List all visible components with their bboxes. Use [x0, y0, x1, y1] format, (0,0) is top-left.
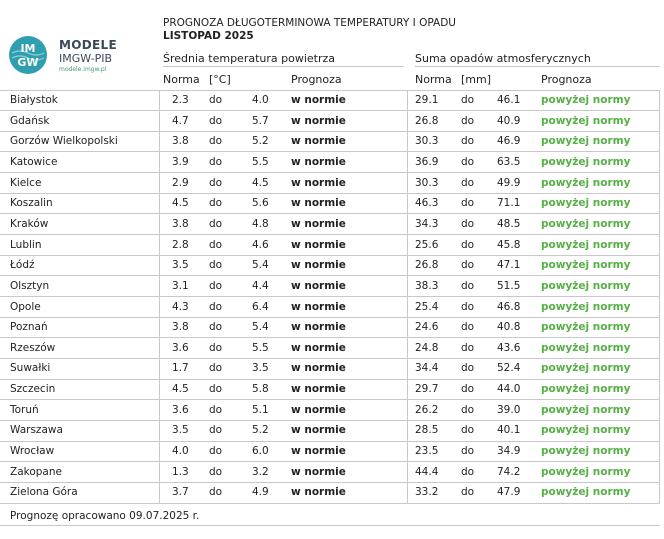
precip-range-sep: do: [461, 238, 475, 251]
temp-range-sep: do: [209, 94, 223, 106]
temp-range-sep: do: [209, 114, 223, 127]
city-name: Lublin: [10, 238, 42, 251]
temp-range-sep: do: [209, 176, 223, 189]
temp-norm-min: 3.6: [172, 341, 189, 354]
temp-range-sep: do: [209, 135, 223, 148]
city-name: Toruń: [10, 403, 39, 416]
table-row: [0, 193, 664, 214]
precip-norm-max: 49.9: [497, 176, 521, 189]
temp-group-divider: [163, 66, 404, 67]
precip-norm-max: 47.1: [497, 259, 521, 272]
city-name: Gorzów Wielkopolski: [10, 135, 118, 148]
precip-range-sep: do: [461, 465, 475, 478]
temp-norm-max: 5.2: [252, 135, 269, 148]
precip-norm-min: 29.1: [415, 94, 439, 106]
precip-forecast: powyżej normy: [541, 300, 631, 313]
temp-range-sep: do: [209, 424, 223, 437]
badge-line-1: IM: [20, 42, 36, 55]
precip-range-sep: do: [461, 279, 475, 292]
precip-norm-min: 25.4: [415, 300, 439, 313]
precip-norm-max: 39.0: [497, 403, 521, 416]
city-name: Olsztyn: [10, 279, 50, 292]
city-name: Koszalin: [10, 197, 53, 210]
precip-norm-min: 29.7: [415, 383, 439, 396]
table-row: [0, 90, 664, 111]
temp-norm-max: 4.4: [252, 279, 269, 292]
table-row: [0, 482, 664, 503]
precip-range-sep: do: [461, 341, 475, 354]
precip-range-sep: do: [461, 383, 475, 396]
temp-norm-max: 4.0: [252, 94, 269, 106]
temp-range-sep: do: [209, 197, 223, 210]
precip-forecast: powyżej normy: [541, 197, 631, 210]
temp-norm-min: 4.0: [172, 445, 189, 458]
precip-norm-max: 46.8: [497, 300, 521, 313]
temp-forecast: w normie: [291, 217, 346, 230]
temp-norm-max: 5.8: [252, 383, 269, 396]
precip-range-sep: do: [461, 362, 475, 375]
precip-norm-max: 48.5: [497, 217, 521, 230]
temp-norm-max: 4.5: [252, 176, 269, 189]
forecast-date-note: Prognozę opracowano 09.07.2025 r.: [10, 510, 200, 522]
temp-norm-max: 3.5: [252, 362, 269, 375]
precip-norm-max: 74.2: [497, 465, 521, 478]
temp-forecast: w normie: [291, 362, 346, 375]
precip-norm-min: 25.6: [415, 238, 439, 251]
temp-norm-max: 3.2: [252, 465, 269, 478]
precip-norm-max: 52.4: [497, 362, 521, 375]
precip-norm-min: 26.8: [415, 259, 439, 272]
temp-norm-min: 4.5: [172, 197, 189, 210]
precip-norm-min: 26.2: [415, 403, 439, 416]
temp-norm-min: 3.7: [172, 486, 189, 499]
precip-forecast: powyżej normy: [541, 403, 631, 416]
precip-range-sep: do: [461, 94, 475, 106]
imgw-badge-icon: [8, 35, 48, 75]
table-row: [0, 131, 664, 152]
city-name: Suwałki: [10, 362, 51, 375]
temp-norm-max: 5.7: [252, 114, 269, 127]
precip-range-sep: do: [461, 155, 475, 168]
temp-forecast: w normie: [291, 94, 346, 106]
city-name: Poznań: [10, 321, 48, 334]
forecast-period: LISTOPAD 2025: [163, 30, 254, 42]
temp-norm-min: 2.9: [172, 176, 189, 189]
precip-norm-min: 24.6: [415, 321, 439, 334]
precip-norm-max: 40.8: [497, 321, 521, 334]
temp-norm-max: 4.9: [252, 486, 269, 499]
temp-range-sep: do: [209, 383, 223, 396]
table-row: [0, 400, 664, 421]
precip-forecast: powyżej normy: [541, 238, 631, 251]
temp-norm-max: 5.4: [252, 259, 269, 272]
precip-range-sep: do: [461, 176, 475, 189]
precip-norm-max: 43.6: [497, 341, 521, 354]
temp-norm-min: 2.3: [172, 94, 189, 106]
temp-forecast: w normie: [291, 383, 346, 396]
table-row: [0, 317, 664, 338]
precip-norm-min: 24.8: [415, 341, 439, 354]
temp-range-sep: do: [209, 217, 223, 230]
precip-range-sep: do: [461, 424, 475, 437]
temp-forecast: w normie: [291, 486, 346, 499]
temp-norm-min: 4.3: [172, 300, 189, 313]
temp-range-sep: do: [209, 259, 223, 272]
precip-norm-max: 63.5: [497, 155, 521, 168]
precip-norma-header: Norma: [415, 73, 452, 86]
row-separator: [0, 503, 660, 504]
table-row: [0, 462, 664, 483]
precip-norm-min: 46.3: [415, 197, 439, 210]
precip-norm-max: 40.9: [497, 114, 521, 127]
precip-group-divider: [415, 66, 660, 67]
temp-norm-max: 6.4: [252, 300, 269, 313]
table-row: [0, 276, 664, 297]
precip-forecast: powyżej normy: [541, 321, 631, 334]
temp-norm-max: 4.6: [252, 238, 269, 251]
table-row: [0, 420, 664, 441]
table-row: [0, 173, 664, 194]
temp-norm-max: 5.6: [252, 197, 269, 210]
page-title: PROGNOZA DŁUGOTERMINOWA TEMPERATURY I OPADU: [163, 17, 456, 29]
precip-norm-max: 71.1: [497, 197, 521, 210]
city-name: Warszawa: [10, 424, 63, 437]
temp-norm-min: 1.7: [172, 362, 189, 375]
precip-range-sep: do: [461, 135, 475, 148]
table-row: [0, 111, 664, 132]
precip-norm-max: 47.9: [497, 486, 521, 499]
precip-norm-max: 46.1: [497, 94, 521, 106]
temp-norm-max: 5.5: [252, 341, 269, 354]
temp-norm-min: 3.1: [172, 279, 189, 292]
table-row: [0, 214, 664, 235]
temp-norm-min: 2.8: [172, 238, 189, 251]
precip-norm-min: 30.3: [415, 176, 439, 189]
table-row: [0, 235, 664, 256]
city-name: Łódź: [10, 259, 35, 272]
precip-range-sep: do: [461, 486, 475, 499]
temp-forecast: w normie: [291, 238, 346, 251]
temp-norm-max: 5.4: [252, 321, 269, 334]
precip-norm-min: 30.3: [415, 135, 439, 148]
precip-range-sep: do: [461, 445, 475, 458]
precip-range-sep: do: [461, 197, 475, 210]
precip-forecast: powyżej normy: [541, 279, 631, 292]
precip-norm-min: 38.3: [415, 279, 439, 292]
imgw-logo: [8, 34, 138, 78]
precip-forecast: powyżej normy: [541, 94, 631, 106]
temp-forecast: w normie: [291, 465, 346, 478]
logo-subtitle: IMGW-PIB: [59, 52, 113, 65]
temp-norm-min: 4.7: [172, 114, 189, 127]
precip-forecast: powyżej normy: [541, 114, 631, 127]
precip-group-header: Suma opadów atmosferycznych: [415, 52, 591, 65]
precip-forecast: powyżej normy: [541, 155, 631, 168]
temp-range-sep: do: [209, 155, 223, 168]
precip-forecast: powyżej normy: [541, 424, 631, 437]
table-row: [0, 441, 664, 462]
temp-prognoza-header: Prognoza: [291, 73, 342, 86]
precip-norm-max: 40.1: [497, 424, 521, 437]
temp-norm-max: 6.0: [252, 445, 269, 458]
precip-norm-min: 26.8: [415, 114, 439, 127]
precip-norm-max: 45.8: [497, 238, 521, 251]
badge-line-2: GW: [17, 56, 39, 69]
precip-forecast: powyżej normy: [541, 445, 631, 458]
precip-forecast: powyżej normy: [541, 341, 631, 354]
temp-range-sep: do: [209, 341, 223, 354]
logo-title: MODELE: [59, 38, 117, 52]
precip-norm-min: 34.4: [415, 362, 439, 375]
precip-norm-min: 23.5: [415, 445, 439, 458]
temp-range-sep: do: [209, 465, 223, 478]
temp-forecast: w normie: [291, 279, 346, 292]
precip-forecast: powyżej normy: [541, 176, 631, 189]
city-name: Gdańsk: [10, 114, 50, 127]
temp-range-sep: do: [209, 445, 223, 458]
temp-norm-min: 3.5: [172, 259, 189, 272]
temp-range-sep: do: [209, 403, 223, 416]
temp-norm-max: 5.1: [252, 403, 269, 416]
table-row: [0, 255, 664, 276]
temp-unit-header: [°C]: [209, 73, 231, 86]
temp-forecast: w normie: [291, 403, 346, 416]
precip-forecast: powyżej normy: [541, 486, 631, 499]
temp-norm-max: 5.2: [252, 424, 269, 437]
temp-group-header: Średnia temperatura powietrza: [163, 52, 336, 65]
table-row: [0, 358, 664, 379]
temp-norm-min: 3.9: [172, 155, 189, 168]
precip-norm-min: 33.2: [415, 486, 439, 499]
precip-norm-max: 34.9: [497, 445, 521, 458]
precip-range-sep: do: [461, 114, 475, 127]
temp-forecast: w normie: [291, 300, 346, 313]
precip-forecast: powyżej normy: [541, 465, 631, 478]
logo-url: modele.imgw.pl: [59, 66, 107, 73]
table-row: [0, 379, 664, 400]
city-name: Zakopane: [10, 465, 62, 478]
temp-range-sep: do: [209, 238, 223, 251]
temp-range-sep: do: [209, 486, 223, 499]
precip-norm-min: 28.5: [415, 424, 439, 437]
temp-norm-min: 3.5: [172, 424, 189, 437]
precip-forecast: powyżej normy: [541, 259, 631, 272]
precip-norm-min: 44.4: [415, 465, 439, 478]
city-name: Kraków: [10, 217, 49, 230]
precip-norm-max: 46.9: [497, 135, 521, 148]
temp-range-sep: do: [209, 321, 223, 334]
city-name: Katowice: [10, 155, 58, 168]
city-name: Kielce: [10, 176, 42, 189]
temp-forecast: w normie: [291, 341, 346, 354]
temp-norma-header: Norma: [163, 73, 200, 86]
precip-forecast: powyżej normy: [541, 362, 631, 375]
table-row: [0, 338, 664, 359]
city-name: Białystok: [10, 94, 58, 106]
temp-norm-min: 4.5: [172, 383, 189, 396]
precip-prognoza-header: Prognoza: [541, 73, 592, 86]
table-row: [0, 152, 664, 173]
precip-norm-min: 36.9: [415, 155, 439, 168]
temp-norm-min: 1.3: [172, 465, 189, 478]
temp-norm-max: 5.5: [252, 155, 269, 168]
table-header-border: [0, 90, 660, 91]
precip-range-sep: do: [461, 217, 475, 230]
temp-forecast: w normie: [291, 321, 346, 334]
precip-range-sep: do: [461, 300, 475, 313]
city-name: Rzeszów: [10, 341, 56, 354]
temp-forecast: w normie: [291, 424, 346, 437]
temp-norm-min: 3.6: [172, 403, 189, 416]
city-name: Opole: [10, 300, 41, 313]
city-name: Szczecin: [10, 383, 56, 396]
temp-forecast: w normie: [291, 155, 346, 168]
temp-range-sep: do: [209, 300, 223, 313]
city-name: Wrocław: [10, 445, 55, 458]
precip-norm-max: 51.5: [497, 279, 521, 292]
precip-forecast: powyżej normy: [541, 135, 631, 148]
temp-norm-min: 3.8: [172, 135, 189, 148]
precip-range-sep: do: [461, 259, 475, 272]
table-row: [0, 297, 664, 318]
precip-forecast: powyżej normy: [541, 383, 631, 396]
temp-forecast: w normie: [291, 176, 346, 189]
city-name: Zielona Góra: [10, 486, 78, 499]
precip-forecast: powyżej normy: [541, 217, 631, 230]
precip-norm-min: 34.3: [415, 217, 439, 230]
temp-forecast: w normie: [291, 197, 346, 210]
temp-norm-min: 3.8: [172, 321, 189, 334]
temp-range-sep: do: [209, 279, 223, 292]
temp-forecast: w normie: [291, 114, 346, 127]
precip-unit-header: [mm]: [461, 73, 492, 86]
table-bottom-border: [0, 525, 660, 526]
temp-forecast: w normie: [291, 445, 346, 458]
precip-range-sep: do: [461, 321, 475, 334]
precip-norm-max: 44.0: [497, 383, 521, 396]
temp-forecast: w normie: [291, 259, 346, 272]
temp-forecast: w normie: [291, 135, 346, 148]
temp-range-sep: do: [209, 362, 223, 375]
temp-norm-min: 3.8: [172, 217, 189, 230]
precip-range-sep: do: [461, 403, 475, 416]
temp-norm-max: 4.8: [252, 217, 269, 230]
